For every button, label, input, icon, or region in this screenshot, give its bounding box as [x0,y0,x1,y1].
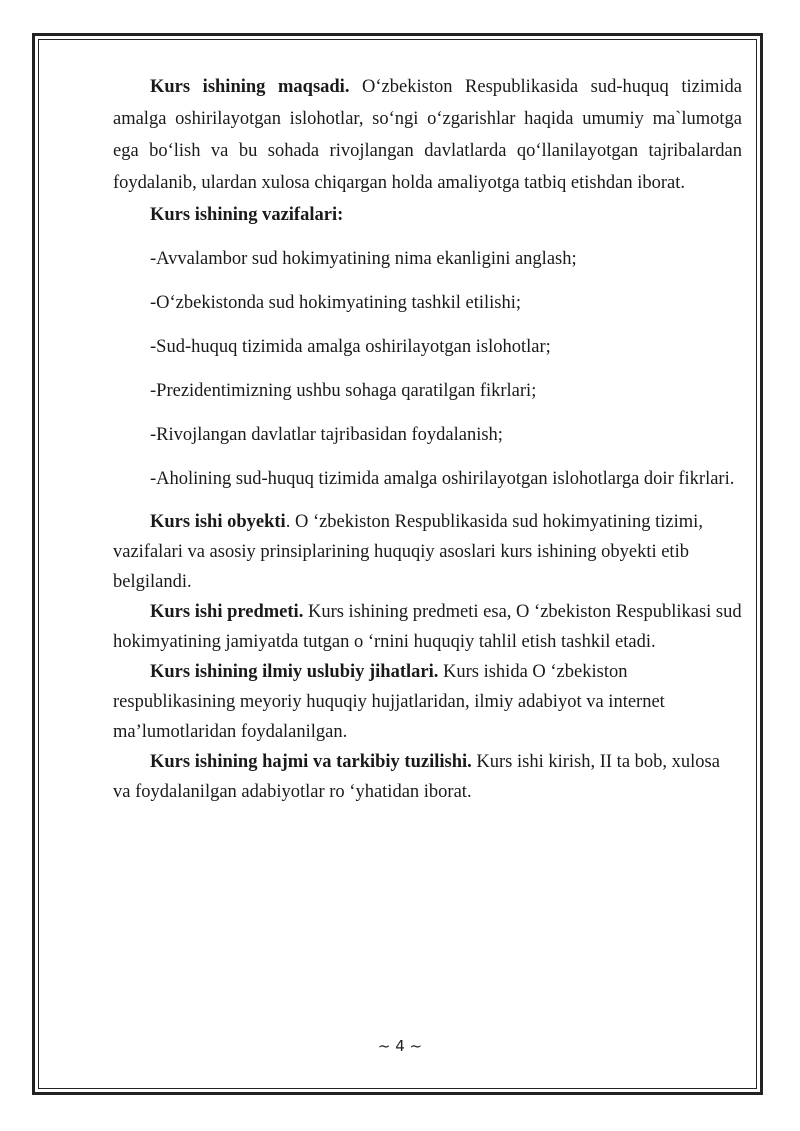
tasks-heading: Kurs ishining vazifalari: [150,205,344,225]
document-body [113,71,742,807]
task-item: -Prezidentimizning ushbu sohaga qaratilgan fikrlari; [150,381,537,401]
paragraph-purpose [113,71,742,199]
task-item: -Rivojlangan davlatlar tajribasidan foydalanish; [150,425,503,445]
paragraph-method [113,657,742,747]
subject-heading: Kurs ishi predmeti. [150,602,304,622]
subject-text: Kurs ishining predmeti esa, O ‘zbekiston Respublikasi sud hokimyatining jamiyatda tutgan o ‘rnini huquqiy tahlil etish tashkil etadi. [113,602,742,652]
object-text: . O ‘zbekiston Respublikasida sud hokimyatining tizimi, vazifalari va asosiy prinsiplarining huquqiy asoslari kurs ishining obyekti etib belgilandi. [113,512,703,592]
purpose-text: O‘zbekiston Respublikasida sud-huquq tizimida amalga oshirilayotgan islohotlar, so‘ngi o‘zgarishlar haqida umumiy ma`lumotga ega bo‘lish va bu sohada rivojlangan davlatlarda qo‘llanilayotgan tajribalardan foydalanib, ulardan xulosa chiqargan holda amaliyotga tatbiq etishdan iborat. [113,77,742,193]
paragraph-structure [113,747,742,807]
object-heading: Kurs ishi obyekti [150,512,286,532]
structure-heading: Kurs ishining hajmi va tarkibiy tuzilishi. [150,752,472,772]
paragraph-object [113,507,742,597]
task-item: -O‘zbekistonda sud hokimyatining tashkil etilishi; [150,293,521,313]
task-item: -Sud-huquq tizimida amalga oshirilayotgan islohotlar; [150,337,551,357]
task-item: -Avvalambor sud hokimyatining nima ekanligini anglash; [150,249,577,269]
structure-text: Kurs ishi kirish, II ta bob, xulosa va foydalanilgan adabiyotlar ro ‘yhatidan iborat. [113,752,720,802]
task-item: -Aholining sud-huquq tizimida amalga oshirilayotgan islohotlarga doir fikrlari. [150,469,735,489]
method-heading: Kurs ishining ilmiy uslubiy jihatlari. [150,662,439,682]
paragraph-subject [113,597,742,657]
method-text: Kurs ishida O ‘zbekiston respublikasining meyoriy huquqiy hujjatlaridan, ilmiy adabiyot va internet ma’lumotlaridan foydalanilgan. [113,662,665,742]
purpose-heading: Kurs ishining maqsadi. [150,77,350,97]
page-number: ~ 4 ~ [377,1037,423,1055]
